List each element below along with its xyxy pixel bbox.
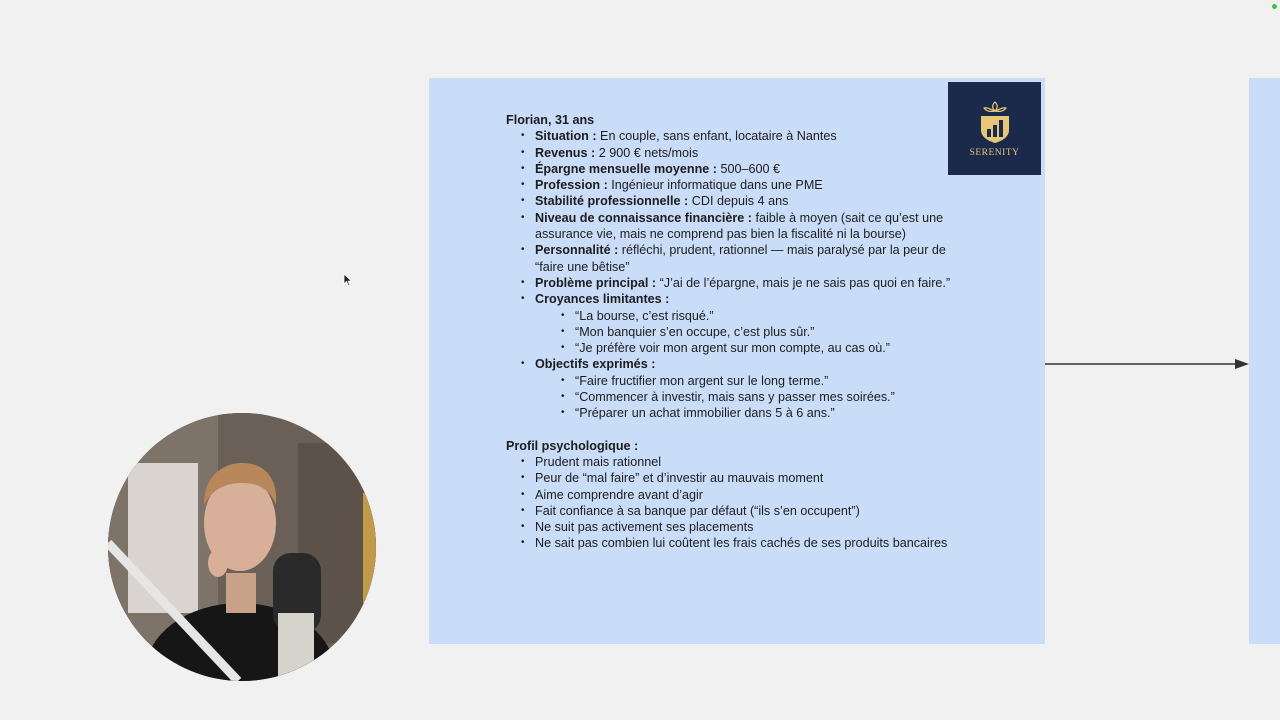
- attribute-croyances: • Croyances limitantes : • “La bourse, c’est risqué.” • “Mon banquier s’en occupe, c’est plus sûr.” • “Je préfère voir mon argent sur mon compte, au cas où.”: [535, 291, 956, 356]
- persona-slide[interactable]: [429, 78, 1045, 644]
- psych-item: • Ne sait pas combien lui coûtent les frais cachés de ses produits bancaires: [535, 535, 956, 551]
- logo-text: SERENITY: [969, 147, 1020, 158]
- attribute-epargne: • Épargne mensuelle moyenne : 500–600 €: [535, 161, 956, 177]
- attribute-revenus: • Revenus : 2 900 € nets/mois: [535, 145, 956, 161]
- psych-item: • Peur de “mal faire” et d’investir au mauvais moment: [535, 470, 956, 486]
- psych-profile-list: [506, 454, 956, 552]
- psych-item: • Aime comprendre avant d’agir: [535, 487, 956, 503]
- psych-item: • Ne suit pas activement ses placements: [535, 519, 956, 535]
- attribute-situation: • Situation : En couple, sans enfant, locataire à Nantes: [535, 128, 956, 144]
- psych-item: • Prudent mais rationnel: [535, 454, 956, 470]
- webcam-presenter-feed: [108, 413, 376, 681]
- recording-indicator: [1272, 4, 1277, 9]
- attribute-probleme: • Problème principal : “J’ai de l’épargne, mais je ne sais pas quoi en faire.”: [535, 275, 956, 291]
- belief-item: • “La bourse, c’est risqué.”: [575, 308, 956, 324]
- goals-list: [535, 373, 956, 422]
- belief-item: • “Je préfère voir mon argent sur mon compte, au cas où.”: [575, 340, 956, 356]
- goal-item: • “Faire fructifier mon argent sur le long terme.”: [575, 373, 956, 389]
- attribute-personnalite: • Personnalité : réfléchi, prudent, rationnel — mais paralysé par la peur de “faire une bêtise”: [535, 242, 956, 275]
- attribute-stabilite: • Stabilité professionnelle : CDI depuis 4 ans: [535, 193, 956, 209]
- beliefs-list: [535, 308, 956, 357]
- presenter-video-icon: [108, 413, 376, 681]
- connector-arrow-icon: [1045, 357, 1250, 371]
- persona-title: Florian, 31 ans: [506, 113, 595, 127]
- belief-item: • “Mon banquier s’en occupe, c’est plus sûr.”: [575, 324, 956, 340]
- psych-item: • Fait confiance à sa banque par défaut (“ils s’en occupent”): [535, 503, 956, 519]
- persona-content: [506, 112, 956, 552]
- lotus-chart-icon: [976, 100, 1014, 144]
- mouse-cursor-icon: [343, 273, 353, 287]
- goal-item: • “Préparer un achat immobilier dans 5 à 6 ans.”: [575, 405, 956, 421]
- serenity-logo: [948, 82, 1041, 175]
- attribute-profession: • Profession : Ingénieur informatique dans une PME: [535, 177, 956, 193]
- goal-item: • “Commencer à investir, mais sans y passer mes soirées.”: [575, 389, 956, 405]
- persona-attribute-list: [506, 128, 956, 421]
- next-slide[interactable]: [1249, 78, 1280, 644]
- attribute-objectifs: • Objectifs exprimés : • “Faire fructifier mon argent sur le long terme.” • “Commencer à investir, mais sans y passer mes soirées.” • “Préparer un achat immobilier dans 5 à 6 ans.”: [535, 356, 956, 421]
- attribute-connaissance: • Niveau de connaissance financière : faible à moyen (sait ce qu’est une assurance vie, mais ne comprend pas bien la fiscalité ni la bourse): [535, 210, 956, 243]
- psych-profile-title: Profil psychologique :: [506, 438, 639, 453]
